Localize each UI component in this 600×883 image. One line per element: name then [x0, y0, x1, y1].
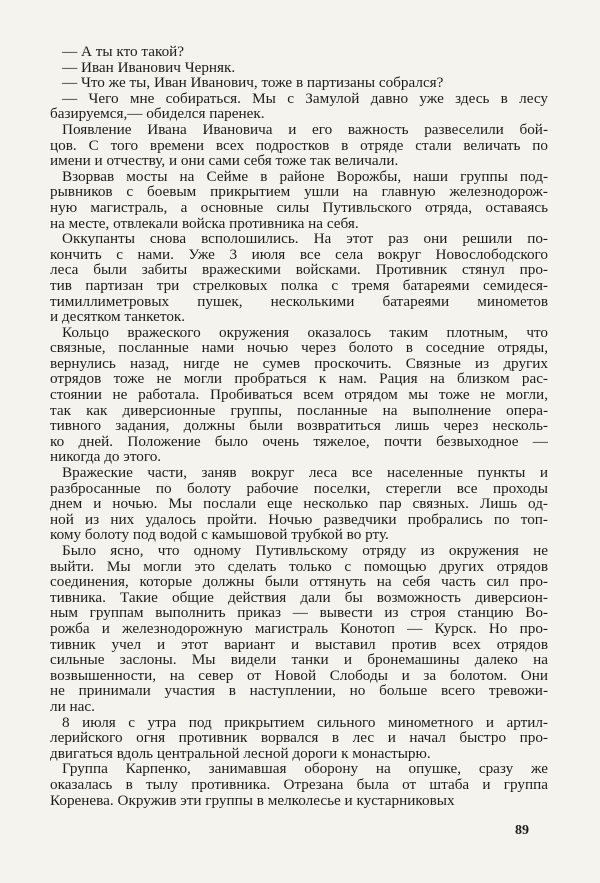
text-line: вернулись назад, нигде не сумев проскочить. Связные из других — [50, 354, 548, 372]
text-line: Появление Ивана Ивановича и его важность развеселили бой- — [62, 120, 548, 138]
text-line: ным группам выполнить приказ — вывести из строя станцию Во- — [50, 604, 548, 622]
text-line: кончить с нами. Уже 3 июля все села вокруг Новослободского — [50, 245, 548, 263]
text-line: ную магистраль, а основные силы Путивльского отряда, оставаясь — [50, 198, 548, 216]
text-line: тив партизан три стрелковых полка с тремя батареями семидеся- — [50, 276, 548, 294]
text-line: — Иван Иванович Черняк. — [62, 58, 236, 76]
paragraph — [50, 325, 548, 465]
text-line: рывников с боевым прикрытием ушли на главную железнодорож- — [50, 183, 548, 201]
text-line: ной из них удалось пройти. Ночью разведчики пробрались по топ- — [50, 510, 548, 528]
text-line: отрядов тоже не могли пробраться к нам. Рация на близком рас- — [50, 370, 548, 388]
text-line: — Чего мне собираться. Мы с Замулой давно уже здесь в лесу — [62, 89, 548, 107]
text-line: тивника. Такие общие действия дали бы возможность диверсион- — [50, 588, 548, 606]
paragraph — [50, 543, 548, 715]
text-line: — Что же ты, Иван Иванович, тоже в партизаны собрался? — [62, 74, 444, 92]
text-line: Оккупанты снова всполошились. На этот раз они решили по- — [62, 230, 548, 248]
text-line: не принимали участия в наступлении, но больше всего тревожи- — [50, 682, 548, 700]
paragraph — [50, 761, 548, 808]
text-line: ли нас. — [50, 697, 95, 715]
text-line: тимиллиметровых пушек, несколькими батареями минометов — [50, 292, 548, 310]
text-line: стоянии не работала. Пробиваться всем отрядом мы тоже не могли, — [50, 386, 548, 404]
text-line: возвышенности, на север от Новой Слободы и за болотом. Они — [50, 666, 548, 684]
text-line: днем и ночью. Мы послали еще несколько пар связных. Лишь од- — [50, 495, 548, 513]
text-line: Коренева. Окружив эти группы в мелколесье и кустарниковых — [50, 791, 455, 809]
text-line: сильные заслоны. Мы видели танки и бронемашины далеко на — [50, 651, 548, 669]
dialog-line — [50, 44, 548, 60]
text-line: ко дней. Положение было очень тяжелое, почти безвыходное — — [50, 432, 548, 450]
text-line: Кольцо вражеского окружения оказалось таким плотным, что — [62, 323, 548, 341]
dialog-line — [50, 75, 548, 91]
paragraph — [50, 169, 548, 231]
text-line: Было ясно, что одному Путивльскому отряду из окружения не — [62, 542, 548, 559]
text-line: двигаться вдоль центральной лесной дороги к монастырю. — [50, 744, 431, 762]
text-line: базируемся,— обиделся паренек. — [50, 105, 265, 123]
text-line: тивник учел и этот вариант и выставил против всех отрядов — [50, 635, 548, 653]
text-line: Взорвав мосты на Сейме в районе Ворожбы, наши группы под- — [62, 167, 548, 185]
text-line: — А ты кто такой? — [62, 43, 185, 60]
page-number: 89 — [515, 823, 529, 838]
text-line: так как диверсионные группы, посланные на выполнение опера- — [50, 401, 548, 419]
text-line: рожба и железнодорожную магистраль Конотоп — Курск. Но про- — [50, 619, 548, 637]
text-line: связные, посланные нами ночью через болото в соседние отряды, — [50, 339, 548, 357]
paragraph — [50, 122, 548, 169]
text-line: тивного задания, должны были возвратиться лишь через несколь- — [50, 417, 548, 435]
text-line: Группа Карпенко, занимавшая оборону на опушке, сразу же — [62, 760, 548, 778]
paragraph — [50, 231, 548, 325]
text-line: выйти. Мы могли это сделать только с помощью других отрядов — [50, 557, 548, 575]
text-line: Вражеские части, заняв вокруг леса все населенные пункты и — [62, 464, 548, 482]
text-line: и десятком танкеток. — [50, 308, 186, 326]
text-line: оказалась в тылу противника. Отрезана была от штаба и группа — [50, 775, 548, 793]
dialog-line — [50, 60, 548, 76]
text-line: разбросанные по болоту рабочие поселки, стерегли все проходы — [50, 479, 548, 497]
book-page — [50, 44, 548, 808]
text-line: 8 июля с утра под прикрытием сильного минометного и артил- — [62, 713, 548, 731]
text-line: на месте, отвлекали войска противника на себя. — [50, 214, 359, 232]
text-line: леса были забиты вражескими войсками. Противник стянул про- — [50, 261, 548, 279]
text-line: лерийского огня противник ворвался в лес и начал быстро про- — [50, 729, 548, 747]
paragraph — [50, 465, 548, 543]
paragraph — [50, 715, 548, 762]
text-line: соединения, которые должны были оттянуть на себя часть сил про- — [50, 573, 548, 591]
text-line: кому болоту под водой с камышовой трубкой во рту. — [50, 526, 389, 544]
text-line: никогда до этого. — [50, 448, 162, 466]
text-line: имени и отчеству, и они сами себя тоже так величали. — [50, 152, 399, 170]
dialog-line — [50, 91, 548, 122]
text-line: цов. С того времени всех подростков в отряде стали величать по — [50, 136, 548, 154]
